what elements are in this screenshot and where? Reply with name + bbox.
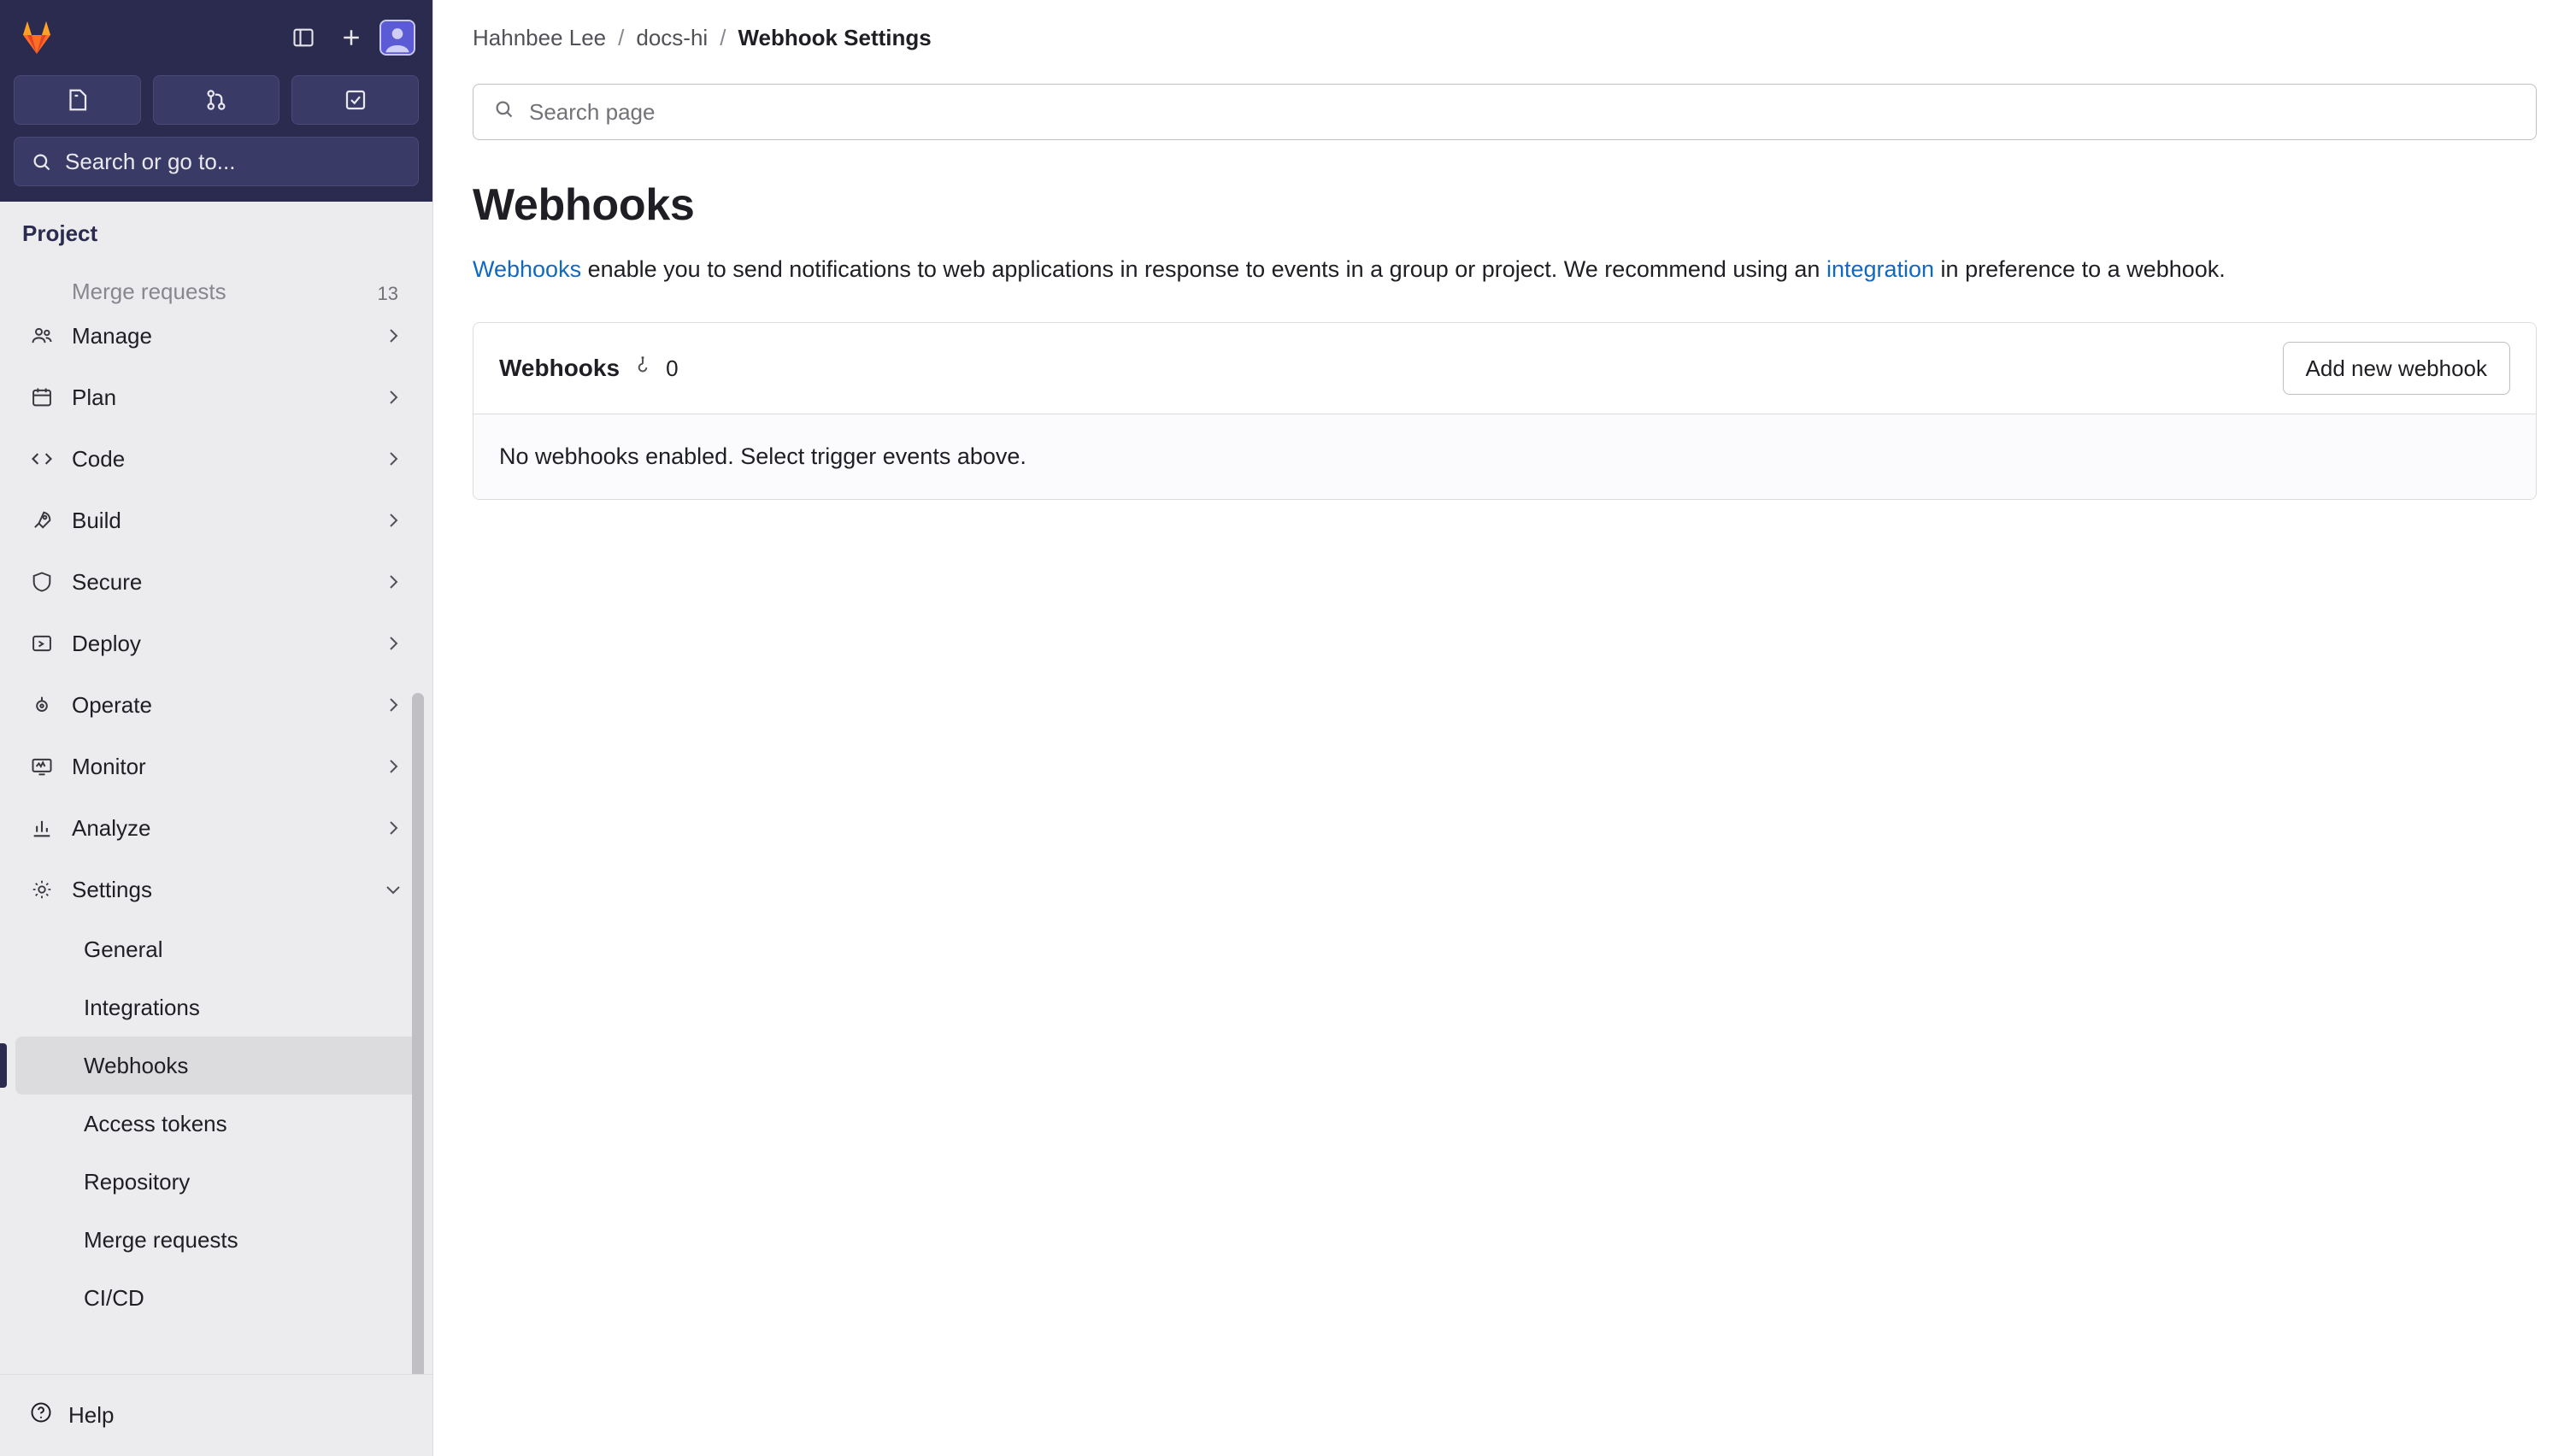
breadcrumb-separator: / (618, 24, 625, 50)
sidebar-item-analyze[interactable]: Analyze (15, 797, 417, 859)
page-content (433, 75, 2576, 500)
chevron-right-icon (383, 326, 403, 346)
sidebar-scrollbar[interactable] (412, 402, 424, 1374)
add-new-webhook-button[interactable]: Add new webhook (2283, 342, 2510, 395)
merge-request-icon (29, 279, 55, 305)
operate-icon (29, 692, 55, 718)
sidebar-help[interactable] (0, 1374, 432, 1456)
page-title: Webhooks (473, 180, 695, 230)
sidebar-item-code[interactable]: Code (15, 428, 417, 490)
todos-button[interactable] (291, 75, 419, 125)
breadcrumb (433, 0, 2576, 75)
sidebar-item-merge-requests[interactable]: Merge requests 13 (15, 257, 417, 305)
gear-icon (29, 877, 55, 902)
chevron-right-icon (383, 695, 403, 715)
sidebar-item-general[interactable] (15, 920, 417, 978)
sidebar-item-cicd[interactable] (15, 1269, 417, 1327)
sidebar-nav-list (0, 257, 432, 1327)
chevron-right-icon (383, 510, 403, 531)
search-icon (30, 150, 53, 173)
sidebar-search-row (0, 137, 432, 202)
search-page-input[interactable] (473, 84, 2537, 140)
monitor-icon (29, 754, 55, 779)
breadcrumb-item-project[interactable]: docs-hi (636, 24, 709, 50)
sidebar (0, 0, 433, 1456)
page-description (473, 253, 2537, 286)
sidebar-item-access-tokens[interactable] (15, 1095, 417, 1153)
issues-button[interactable] (14, 75, 141, 125)
sidebar-subitem-label: General (84, 936, 163, 962)
breadcrumb-item-owner[interactable]: Hahnbee Lee (473, 24, 607, 50)
sidebar-item-monitor[interactable]: Monitor (15, 736, 417, 797)
sidebar-section-label: Project (22, 220, 98, 246)
sidebar-item-merge-requests-settings[interactable] (15, 1211, 417, 1269)
chevron-right-icon (383, 756, 403, 777)
sidebar-subitem-label: Repository (84, 1168, 191, 1195)
rocket-icon (29, 508, 55, 533)
sidebar-item-secure[interactable]: Secure (15, 551, 417, 613)
merge-requests-count: 13 (377, 283, 398, 304)
sidebar-subitem-label: Access tokens (84, 1110, 227, 1136)
sidebar-subitem-label: Webhooks (84, 1052, 189, 1078)
breadcrumb-separator: / (720, 24, 726, 50)
avatar[interactable] (379, 20, 415, 56)
deploy-icon (29, 631, 55, 656)
sidebar-quick-actions (0, 75, 432, 137)
sidebar-item-deploy[interactable]: Deploy (15, 613, 417, 674)
help-circle-icon (29, 1400, 53, 1430)
plus-icon[interactable] (332, 18, 371, 57)
search-or-go-to-button[interactable] (14, 137, 419, 186)
chevron-right-icon (383, 449, 403, 469)
search-icon (492, 97, 515, 126)
sidebar-panel-icon[interactable] (284, 18, 323, 57)
sidebar-item-repository[interactable] (15, 1153, 417, 1211)
webhooks-doc-link[interactable]: Webhooks (473, 256, 582, 282)
webhooks-card-title (499, 355, 679, 383)
page-description-text-1: enable you to send notifications to web applications in response to events in a group or project. We recommend using an (581, 256, 1826, 282)
chevron-right-icon (383, 633, 403, 654)
help-label: Help (68, 1402, 115, 1428)
chevron-down-icon (383, 879, 403, 900)
integration-doc-link[interactable]: integration (1826, 256, 1935, 282)
chevron-right-icon (383, 818, 403, 838)
sidebar-scrollbar-thumb[interactable] (412, 693, 424, 1374)
sidebar-item-operate[interactable]: Operate (15, 674, 417, 736)
sidebar-item-build[interactable]: Build (15, 490, 417, 551)
calendar-icon (29, 385, 55, 410)
sidebar-subitem-label: Merge requests (84, 1226, 238, 1253)
chevron-right-icon (383, 572, 403, 592)
main-content (433, 0, 2576, 1456)
webhooks-empty-state: No webhooks enabled. Select trigger events above. (473, 414, 2536, 499)
hook-icon (632, 355, 654, 383)
page-description-text-2: in preference to a webhook. (1934, 256, 2226, 282)
webhooks-card-title-label: Webhooks (499, 355, 620, 382)
chevron-right-icon (383, 387, 403, 408)
webhooks-count: 0 (666, 355, 679, 381)
gitlab-logo-icon[interactable] (17, 18, 56, 57)
sidebar-item-webhooks[interactable] (15, 1036, 417, 1095)
sidebar-subitem-label: CI/CD (84, 1284, 144, 1311)
sidebar-item-integrations[interactable] (15, 978, 417, 1036)
sidebar-item-settings[interactable]: Settings (15, 859, 417, 920)
sidebar-subitem-label: Integrations (84, 994, 200, 1020)
chart-bar-icon (29, 815, 55, 841)
sidebar-item-manage[interactable]: Manage (15, 305, 417, 367)
sidebar-item-plan[interactable]: Plan (15, 367, 417, 428)
webhooks-card (473, 322, 2537, 500)
sidebar-nav-scroll (0, 257, 432, 1374)
search-page-placeholder: Search page (529, 98, 656, 125)
webhooks-card-header (473, 323, 2536, 414)
users-icon (29, 323, 55, 349)
search-or-go-to-label: Search or go to... (65, 148, 236, 174)
sidebar-header (0, 0, 432, 75)
merge-requests-button[interactable] (153, 75, 280, 125)
shield-icon (29, 569, 55, 595)
breadcrumb-item-current: Webhook Settings (738, 24, 932, 50)
code-icon (29, 446, 55, 472)
